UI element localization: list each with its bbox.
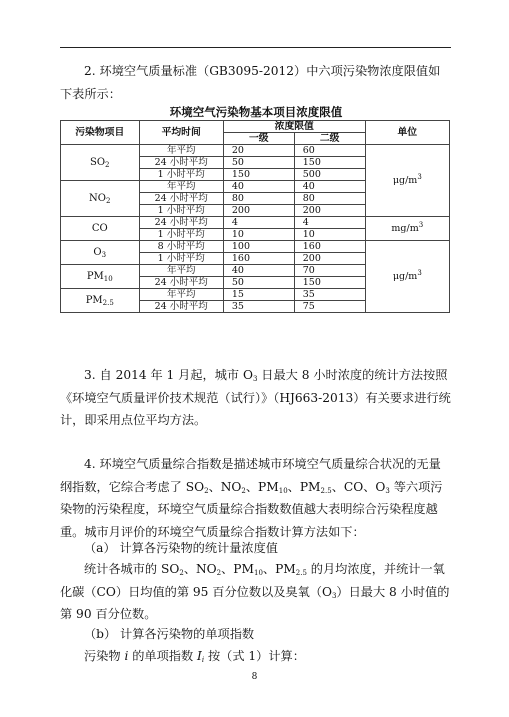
pollutant-so2: $SO_2$ [61,145,140,181]
grade2-cell: 10 [294,229,365,241]
avg-time-cell: 24 小时平均 [139,277,223,289]
grade2-cell: 160 [294,241,365,253]
avg-time-cell: 8 小时平均 [139,241,223,253]
grade1-cell: 100 [223,241,294,253]
table-row [61,241,450,253]
step-b-heading: （b） 计算各污染物的单项指数 [84,627,255,641]
pollutant-limits-table [60,120,450,313]
section-3-paragraph: 3. 自 2014 年 1 月起，城市 $O_3$ 日最大 8 小时浓度的统计方法按照《环境空气质量评价技术规范（试行）》（HJ663-2013）有关要求进行统计，即采用点位平均方法。 [60,368,451,427]
grade1-cell: 200 [223,205,294,217]
avg-time-cell: 1 小时平均 [139,253,223,265]
table-row [61,217,450,229]
grade1-cell: 40 [223,181,294,193]
section-2-paragraph: 2. 环境空气质量标准（GB3095-2012）中六项污染物浓度限值如下表所示： [60,64,441,101]
grade1-cell: 10 [223,229,294,241]
grade2-cell: 150 [294,157,365,169]
unit-ug-cell-2: $\mu g/m^3$ [365,241,449,313]
page-number: 8 [251,672,258,682]
step-a-heading: （a） 计算各污染物的统计量浓度值 [84,541,278,555]
grade2-cell: 500 [294,169,365,181]
avg-time-cell: 1 小时平均 [139,205,223,217]
avg-time-cell: 年平均 [139,181,223,193]
grade1-cell: 40 [223,265,294,277]
pollutant-pm10: $PM_{10}$ [61,265,140,289]
header-grade2: 二级 [294,133,365,145]
formula-intro-line: 污染物 i 的单项指数 $I_i$ 按（式 1）计算： [84,649,305,664]
statistics-paragraph: 统计各城市的 $SO_2$、$NO_2$、$PM_{10}$、$PM_{2.5}$ 的月均浓度，并统计一氧化碳（CO）日均值的第 95 百分位数以及臭氧$(O_3)$日最大 8 小时值的第 90 百分位数。 [60,562,450,621]
avg-time-cell: 年平均 [139,265,223,277]
grade2-cell: 200 [294,205,365,217]
avg-time-cell: 24 小时平均 [139,157,223,169]
grade1-cell: 15 [223,289,294,301]
unit-mg-cell: $mg/m^3$ [365,217,449,241]
table-header-row [61,121,450,133]
avg-time-cell: 年平均 [139,289,223,301]
unit-ug-cell-1: $\mu g/m^3$ [365,145,449,217]
avg-time-cell: 1 小时平均 [139,229,223,241]
avg-time-cell: 24 小时平均 [139,301,223,313]
grade2-cell: 35 [294,289,365,301]
section-4-paragraph: 4. 环境空气质量综合指数是描述城市环境空气质量综合状况的无量纲指数，它综合考虑了 $SO_2$、$NO_2$、$PM_{10}$、$PM_{2.5}$、CO、$O_3$ 等六项污染物的污染程度，环境空气质量综合指数数值越大表明综合污染程度越重。城市月评价的环境空气质量综合指数计算方法如下： [60,457,443,539]
grade1-cell: 50 [223,277,294,289]
grade2-cell: 40 [294,181,365,193]
pollutant-o3: $O_3$ [61,241,140,265]
pollutant-pm25: $PM_{2.5}$ [61,289,140,313]
grade1-cell: 80 [223,193,294,205]
grade2-cell: 4 [294,217,365,229]
grade2-cell: 75 [294,301,365,313]
table-title: 环境空气污染物基本项目浓度限值 [169,105,343,119]
avg-time-cell: 24 小时平均 [139,217,223,229]
grade2-cell: 200 [294,253,365,265]
grade2-cell: 70 [294,265,365,277]
grade2-cell: 150 [294,277,365,289]
header-pollutant: 污染物项目 [61,121,140,145]
grade2-cell: 80 [294,193,365,205]
grade1-cell: 4 [223,217,294,229]
grade1-cell: 150 [223,169,294,181]
grade1-cell: 160 [223,253,294,265]
grade1-cell: 35 [223,301,294,313]
avg-time-cell: 24 小时平均 [139,193,223,205]
grade1-cell: 20 [223,145,294,157]
avg-time-cell: 1 小时平均 [139,169,223,181]
header-unit: 单位 [365,121,449,145]
grade2-cell: 60 [294,145,365,157]
header-limit: 浓度限值 [223,121,365,133]
pollutant-no2: $NO_2$ [61,181,140,217]
table-row [61,145,450,157]
header-avg-time: 平均时间 [139,121,223,145]
pollutant-co: CO [61,217,140,241]
header-rule [60,47,451,48]
grade1-cell: 50 [223,157,294,169]
header-grade1: 一级 [223,133,294,145]
avg-time-cell: 年平均 [139,145,223,157]
